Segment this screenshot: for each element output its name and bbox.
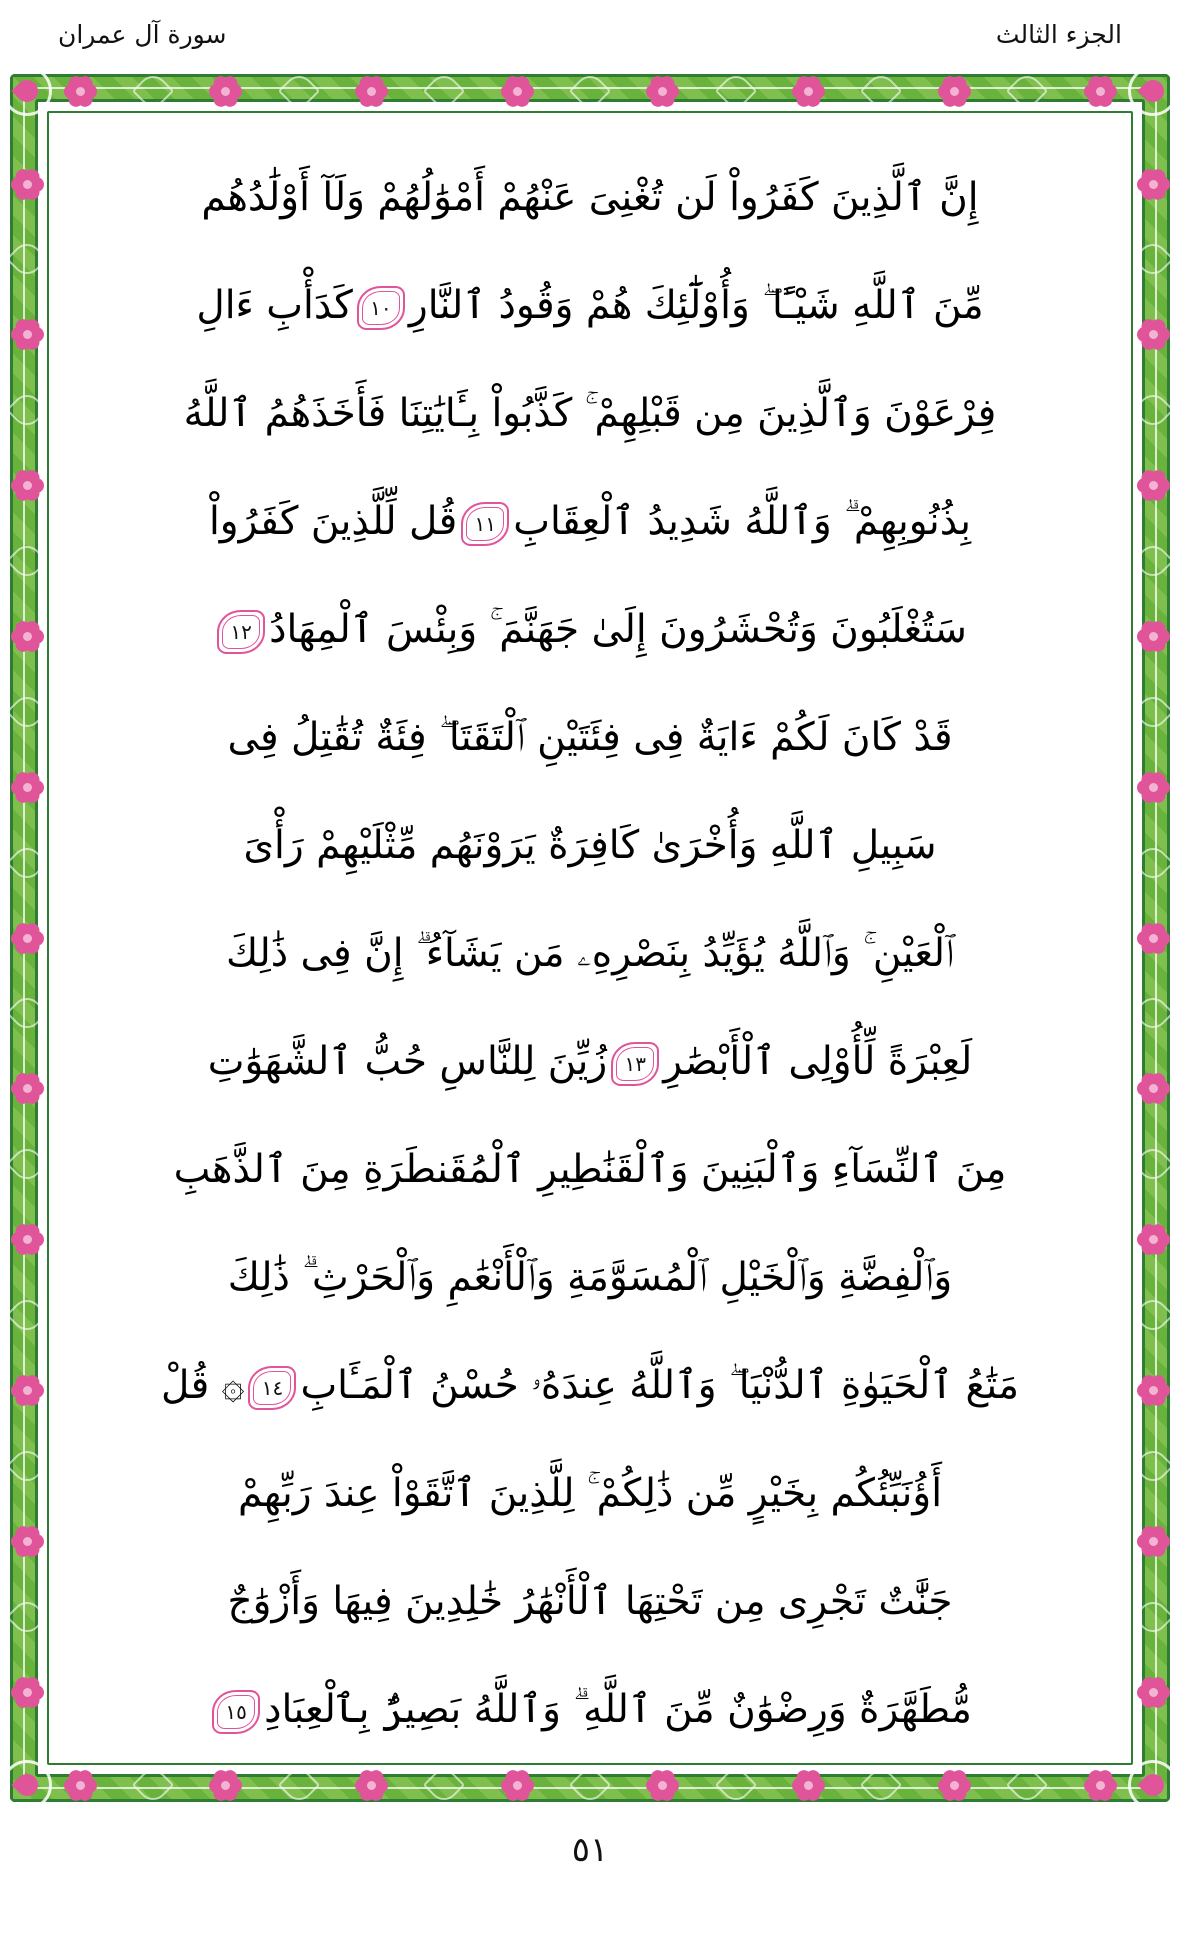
flower-ornament-icon	[353, 73, 389, 109]
flower-ornament-icon	[62, 1767, 98, 1803]
ayah-number-marker	[248, 1366, 296, 1410]
flower-ornament-icon	[9, 1071, 45, 1107]
flower-ornament-icon	[9, 1372, 45, 1408]
ayah-line	[96, 1332, 1084, 1440]
flower-ornament-icon	[9, 769, 45, 805]
flower-ornament-icon	[645, 73, 681, 109]
flower-ornament-icon	[1135, 1674, 1171, 1710]
flower-ornament-icon	[791, 73, 827, 109]
surah-label: سورة آل عمران	[58, 19, 227, 49]
ayah-number: ١٤	[261, 1375, 284, 1400]
page-footer	[0, 1830, 1180, 1870]
corner-rosette-icon	[0, 1752, 60, 1818]
flower-ornament-icon	[1135, 166, 1171, 202]
flower-ornament-icon	[353, 1767, 389, 1803]
flower-ornament-icon	[9, 1222, 45, 1258]
ayah-line	[96, 1224, 1084, 1332]
ayah-line	[96, 684, 1084, 792]
ayah-text: مِّنَ ٱللَّهِ شَيْـًٔا ۖ وَأُوْلَٰٓئِكَ هُمْ وَقُودُ ٱلنَّارِ	[408, 283, 984, 328]
flower-ornament-icon	[499, 73, 535, 109]
ayah-number-marker	[357, 286, 405, 330]
ayah-text: سَتُغْلَبُونَ وَتُحْشَرُونَ إِلَىٰ جَهَنَّمَ ۚ وَبِئْسَ ٱلْمِهَادُ	[269, 607, 967, 652]
flower-ornament-icon	[936, 73, 972, 109]
flower-ornament-icon	[499, 1767, 535, 1803]
ayah-line	[96, 144, 1084, 252]
page-number: ٥١	[571, 1830, 609, 1870]
ayah-line	[96, 252, 1084, 360]
flower-ornament-icon	[1135, 468, 1171, 504]
ayah-text: مَتَٰعُ ٱلْحَيَوٰةِ ٱلدُّنْيَا ۖ وَٱللَّهُ عِندَهُۥ حُسْنُ ٱلْمَـَٔابِ	[300, 1363, 1019, 1408]
ayah-text: لَعِبْرَةً لِّأُوْلِى ٱلْأَبْصَٰرِ	[663, 1039, 973, 1084]
ayah-text: فِرْعَوْنَ وَٱلَّذِينَ مِن قَبْلِهِمْ ۚ كَذَّبُواْ بِـَٔايَٰتِنَا فَأَخَذَهُمُ ٱللَّهُ	[183, 391, 997, 436]
flower-ornament-icon	[9, 317, 45, 353]
ayah-line	[96, 1548, 1084, 1656]
ayah-number-marker	[212, 1690, 260, 1734]
flower-ornament-icon	[9, 1674, 45, 1710]
ayah-line	[96, 792, 1084, 900]
ayah-text: ٱلْعَيْنِ ۚ وَٱللَّهُ يُؤَيِّدُ بِنَصْرِهِۦ مَن يَشَآءُ ۗ إِنَّ فِى ذَٰلِكَ	[226, 931, 954, 976]
flower-ornament-icon	[9, 1523, 45, 1559]
ayah-text: سَبِيلِ ٱللَّهِ وَأُخْرَىٰ كَافِرَةٌ يَرَوْنَهُم مِّثْلَيْهِمْ رَأْىَ	[243, 823, 937, 868]
flower-ornament-icon	[1135, 1523, 1171, 1559]
flower-ornament-icon	[9, 468, 45, 504]
flower-ornament-icon	[791, 1767, 827, 1803]
ayah-text-continuation: ۞ قُلْ	[161, 1363, 245, 1408]
ayah-number-marker	[217, 610, 265, 654]
ayah-number-marker	[461, 502, 509, 546]
flower-ornament-icon	[208, 73, 244, 109]
flower-ornament-icon	[1135, 618, 1171, 654]
flower-ornament-icon	[9, 618, 45, 654]
ayah-number: ١٥	[225, 1699, 247, 1724]
ayah-text-continuation: قُل لِّلَّذِينَ كَفَرُواْ	[208, 499, 458, 544]
flower-ornament-icon	[645, 1767, 681, 1803]
flower-ornament-icon	[1135, 317, 1171, 353]
page-header	[0, 8, 1180, 60]
ayah-number: ١٠	[370, 295, 392, 320]
ayah-number-marker	[611, 1042, 659, 1086]
corner-rosette-icon	[1120, 1752, 1180, 1818]
ayah-text-continuation: كَدَأْبِ ءَالِ	[196, 283, 353, 328]
flower-ornament-icon	[936, 1767, 972, 1803]
ayah-line	[96, 1440, 1084, 1548]
ayah-text: أَؤُنَبِّئُكُم بِخَيْرٍ مِّن ذَٰلِكُمْ ۚ لِلَّذِينَ ٱتَّقَوْاْ عِندَ رَبِّهِمْ	[237, 1471, 943, 1516]
flower-ornament-icon	[1135, 1222, 1171, 1258]
corner-rosette-icon	[0, 58, 60, 124]
ayah-line	[96, 900, 1084, 1008]
ayah-text-continuation: زُيِّنَ لِلنَّاسِ حُبُّ ٱلشَّهَوَٰتِ	[207, 1039, 608, 1084]
ayah-text: مُّطَهَّرَةٌ وَرِضْوَٰنٌ مِّنَ ٱللَّهِ ۗ وَٱللَّهُ بَصِيرٌۢ بِٱلْعِبَادِ	[264, 1687, 972, 1732]
flower-ornament-icon	[1135, 1372, 1171, 1408]
ayah-line	[96, 1116, 1084, 1224]
ayah-line	[96, 468, 1084, 576]
ayah-text: مِنَ ٱلنِّسَآءِ وَٱلْبَنِينَ وَٱلْقَنَٰطِيرِ ٱلْمُقَنطَرَةِ مِنَ ٱلذَّهَبِ	[173, 1147, 1007, 1192]
flower-ornament-icon	[1135, 920, 1171, 956]
ayah-text: جَنَّٰتٌ تَجْرِى مِن تَحْتِهَا ٱلْأَنْهَٰرُ خَٰلِدِينَ فِيهَا وَأَزْوَٰجٌ	[227, 1579, 953, 1624]
ayah-line	[96, 360, 1084, 468]
flower-ornament-icon	[1135, 1071, 1171, 1107]
ayah-line	[96, 1656, 1084, 1764]
ayah-number: ١١	[474, 511, 496, 536]
ayah-number: ١٢	[230, 619, 252, 644]
ayah-text: بِذُنُوبِهِمْ ۗ وَٱللَّهُ شَدِيدُ ٱلْعِقَابِ	[513, 499, 972, 544]
ayah-text: إِنَّ ٱلَّذِينَ كَفَرُواْ لَن تُغْنِىَ عَنْهُمْ أَمْوَٰلُهُمْ وَلَآ أَوْلَٰدُهُم	[201, 175, 979, 220]
ayah-number: ١٣	[624, 1051, 646, 1076]
ayah-text: وَٱلْفِضَّةِ وَٱلْخَيْلِ ٱلْمُسَوَّمَةِ وَٱلْأَنْعَٰمِ وَٱلْحَرْثِ ۗ ذَٰلِكَ	[227, 1255, 953, 1300]
flower-ornament-icon	[1135, 769, 1171, 805]
flower-ornament-icon	[9, 920, 45, 956]
ayah-lines	[96, 144, 1084, 1764]
flower-ornament-icon	[1082, 73, 1118, 109]
quran-text-block	[62, 118, 1118, 1758]
ayah-line	[96, 1008, 1084, 1116]
flower-ornament-icon	[208, 1767, 244, 1803]
ayah-line	[96, 576, 1084, 684]
ayah-text: قَدْ كَانَ لَكُمْ ءَايَةٌ فِى فِئَتَيْنِ ٱلْتَقَتَا ۖ فِئَةٌ تُقَٰتِلُ فِى	[227, 715, 953, 760]
flower-ornament-icon	[1082, 1767, 1118, 1803]
corner-rosette-icon	[1120, 58, 1180, 124]
flower-ornament-icon	[62, 73, 98, 109]
juz-label: الجزء الثالث	[995, 19, 1122, 49]
flower-ornament-icon	[9, 166, 45, 202]
